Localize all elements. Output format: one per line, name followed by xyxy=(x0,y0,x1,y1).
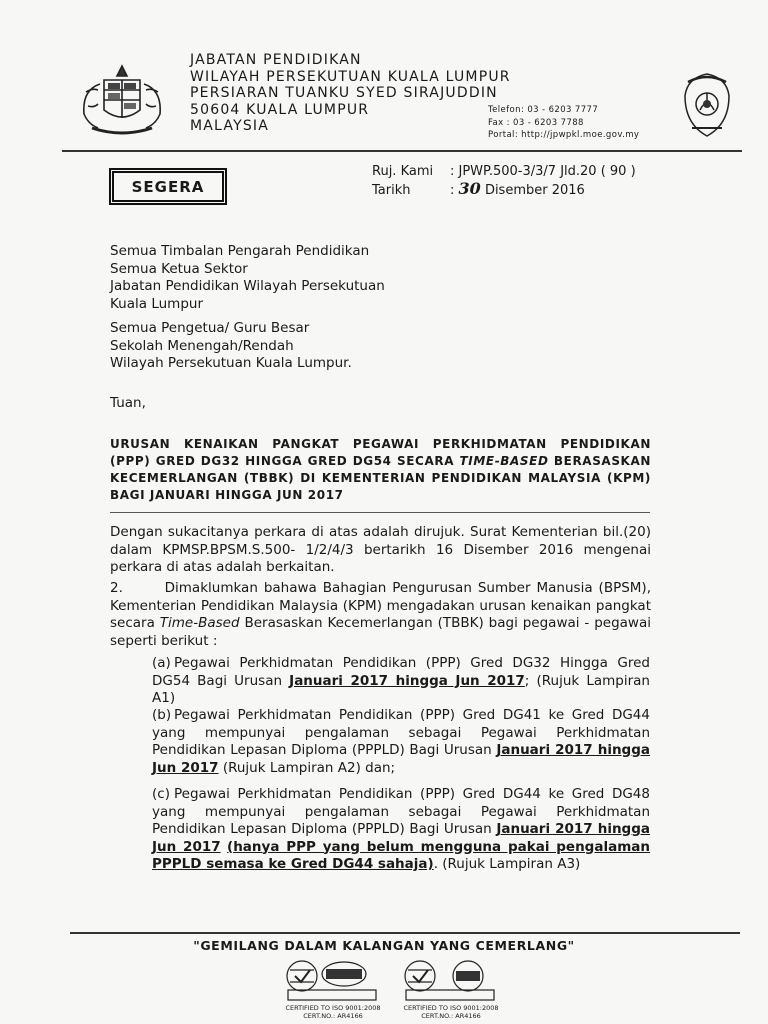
tarikh-label: Tarikh xyxy=(372,183,411,198)
dept-line: PERSIARAN TUANKU SYED SIRAJUDDIN xyxy=(190,85,498,101)
subject-heading xyxy=(110,436,651,504)
urgent-stamp: SEGERA xyxy=(112,171,224,202)
quality-certification-logos-2 xyxy=(400,956,500,1002)
list-text: . (Rujuk Lampiran A3) xyxy=(433,856,581,872)
certification-text-1 xyxy=(274,1004,392,1020)
quality-certification-logos-1 xyxy=(282,956,382,1002)
list-text: ; (Rujuk Lampiran A1) xyxy=(152,672,650,706)
paragraph-number: 2. xyxy=(110,580,123,596)
reference-block xyxy=(372,163,636,199)
footer-motto: "GEMILANG DALAM KALANGAN YANG CEMERLANG" xyxy=(193,938,575,953)
list-item-a xyxy=(152,655,650,708)
ruj-value: : JPWP.500-3/3/7 Jld.20 ( 90 ) xyxy=(450,164,636,179)
ruj-label: Ruj. Kami xyxy=(372,164,434,179)
list-note-underlined: (hanya PPP yang belum mengguna pakai pengalaman PPPLD semasa ke Gred DG44 sahaja) xyxy=(152,838,650,872)
cert-line: CERT.NO.: AR4166 xyxy=(303,1012,363,1020)
dept-line: WILAYAH PERSEKUTUAN KUALA LUMPUR xyxy=(190,68,511,85)
cert-line: CERT.NO.: AR4166 xyxy=(421,1012,481,1020)
recipients-group-2 xyxy=(110,320,352,373)
tarikh-colon: : xyxy=(450,183,455,198)
footer-divider xyxy=(70,932,740,934)
list-period-underlined: Januari 2017 hingga Jun 2017 xyxy=(152,821,650,855)
recipient-line: Semua Pengetua/ Guru Besar xyxy=(110,320,310,336)
header-divider xyxy=(62,150,742,152)
portal-text: Portal: http://jpwpkl.moe.gov.my xyxy=(488,130,640,140)
paragraph-text: Dimaklumkan bahawa Bahagian Pengurusan Sumber Manusia (BPSM), Kementerian Pendidikan Malaysia (KPM) mengadakan urusan kenaikan pangkat secara xyxy=(110,580,651,631)
fax-text: Fax : 03 - 6203 7788 xyxy=(488,117,584,128)
list-label: (c) xyxy=(152,786,170,802)
list-text: Pegawai Perkhidmatan Pendidikan (PPP) Gred DG41 ke Gred DG44 yang mempunyai pengalaman sebagai Pegawai Perkhidmatan Pendidikan Lepasan Diploma (PPPLD) Bagi Urusan xyxy=(152,707,650,758)
cert-line: CERTIFIED TO ISO 9001:2008 xyxy=(403,1004,499,1012)
tarikh-day-handwritten: 30 xyxy=(458,179,481,198)
malaysia-coat-of-arms-logo xyxy=(72,62,172,140)
telefon-text: Telefon: 03 - 6203 7777 xyxy=(488,105,599,115)
recipient-line: Wilayah Persekutuan Kuala Lumpur. xyxy=(110,355,352,371)
list-text: Pegawai Perkhidmatan Pendidikan (PPP) Gred DG44 ke Gred DG48 yang mempunyai pengalaman sebagai Pegawai Perkhidmatan Pendidikan Lepasan Diploma (PPPLD) Bagi Urusan xyxy=(152,786,650,837)
recipient-line: Jabatan Pendidikan Wilayah Persekutuan xyxy=(110,278,385,294)
paragraph-1: Dengan sukacitanya perkara di atas adalah dirujuk. Surat Kementerian bil.(20) dalam KPMSP.BPSM.S.500- 1/2/4/3 bertarikh 16 Disember 2016 mengenai perkara di atas adalah berkaitan. xyxy=(110,524,651,575)
recipient-line: Semua Ketua Sektor xyxy=(110,260,248,277)
salutation: Tuan, xyxy=(110,395,146,411)
letterhead-contact xyxy=(488,104,639,142)
tarikh-rest: Disember 2016 xyxy=(484,183,585,198)
list-item-b xyxy=(152,707,650,777)
subject-italic: TIME-BASED xyxy=(459,454,549,468)
list-text: (Rujuk Lampiran A2) dan; xyxy=(218,759,396,776)
dept-line: JABATAN PENDIDIKAN xyxy=(190,52,362,68)
list-period-underlined: Januari 2017 hingga Jun 2017 xyxy=(289,672,525,689)
paragraph-2 xyxy=(110,580,651,650)
list-text: Pegawai Perkhidmatan Pendidikan (PPP) Gred DG32 Hingga Gred DG54 Bagi Urusan xyxy=(152,655,650,689)
recipients-group-1 xyxy=(110,243,385,313)
dept-line: 50604 KUALA LUMPUR xyxy=(190,101,370,118)
reference-line xyxy=(372,163,636,180)
list-period-underlined: Januari 2017 hingga Jun 2017 xyxy=(152,742,650,776)
date-line xyxy=(372,180,636,199)
subject-part: URUSAN KENAIKAN PANGKAT PEGAWAI PERKHIDMATAN PENDIDIKAN (PPP) GRED DG32 HINGGA GRED DG54 SECARA xyxy=(110,437,651,468)
subject-divider xyxy=(110,512,650,513)
dept-line: MALAYSIA xyxy=(190,118,270,134)
recipient-line: Semua Timbalan Pengarah Pendidikan xyxy=(110,243,370,259)
paragraph-italic: Time-Based xyxy=(159,615,240,631)
certification-text-2 xyxy=(392,1004,510,1020)
list-item-c xyxy=(152,786,650,874)
recipient-line: Sekolah Menengah/Rendah xyxy=(110,337,294,354)
list-label: (a) xyxy=(152,655,171,671)
ministry-crest-logo xyxy=(676,70,738,142)
letterhead-department xyxy=(190,52,511,135)
recipient-line: Kuala Lumpur xyxy=(110,295,203,312)
subject-part: BERASASKAN KECEMERLANGAN (TBBK) DI KEMENTERIAN PENDIDIKAN MALAYSIA (KPM) BAGI JANUARI HINGGA JUN 2017 xyxy=(110,454,651,502)
paragraph-text: Berasaskan Kecemerlangan (TBBK) bagi pegawai - pegawai seperti berikut : xyxy=(110,615,651,649)
list-label: (b) xyxy=(152,707,172,723)
cert-line: CERTIFIED TO ISO 9001:2008 xyxy=(285,1004,381,1012)
